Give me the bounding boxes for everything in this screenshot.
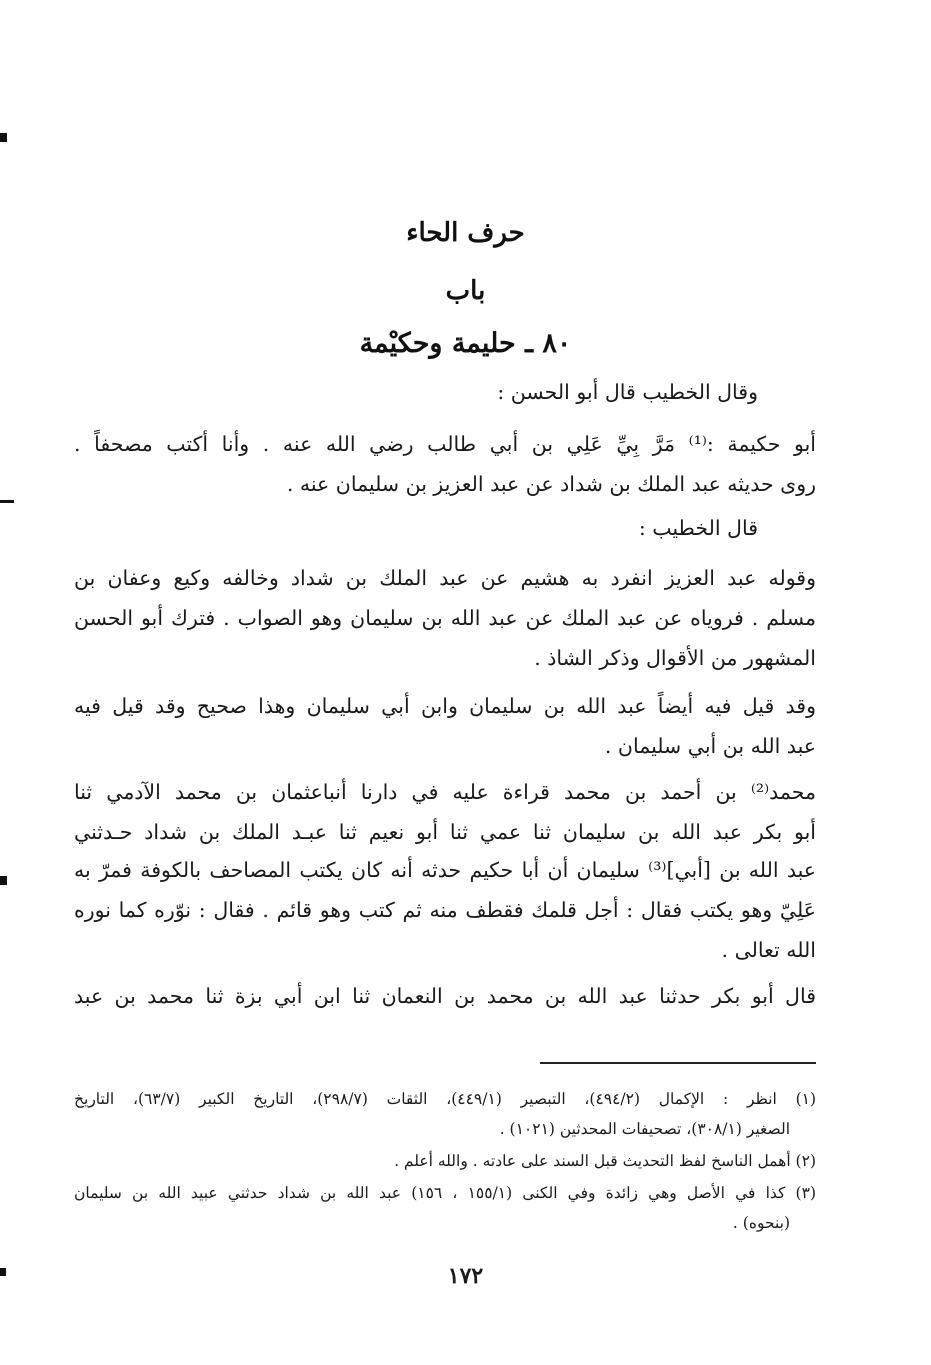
text-line: عَلِيّ وهو يكتب فقال : أجل قلمك فقطف منه ثم كتب وهو قائم . فقال : نوّره كما نوره bbox=[74, 898, 816, 922]
footnote-line: الصغير (٣٠٨/١)، تصحيفات المحدثين (١٠٢١) . bbox=[499, 1120, 790, 1138]
footnotes bbox=[74, 0, 816, 1240]
footnote-line: (٢) أهمل الناسخ لفظ التحديث قبل السند على عادته . والله أعلم . bbox=[394, 1152, 816, 1170]
text-line: محمد⁽²⁾ بن أحمد بن محمد قراءة عليه في دارنا أنباعثمان بن محمد الآدمي ثنا bbox=[74, 780, 816, 804]
entry-heading: ٨٠ ـ حليمة وحكيْمة bbox=[359, 328, 572, 359]
margin-mark bbox=[0, 133, 7, 142]
text-line: أبو حكيمة :⁽¹⁾ مَرَّ بِيِّ عَلِي بن أبي طالب رضي الله عنه . وأنا أكتب مصحفاً . bbox=[74, 432, 816, 456]
letter-heading: حرف الحاء bbox=[406, 218, 525, 248]
text-line: قال أبو بكر حدثنا عبد الله بن محمد بن النعمان ثنا ابن أبي بزة ثنا محمد بن عبد bbox=[74, 984, 816, 1008]
section-heading: باب bbox=[445, 276, 486, 306]
text-line: وقوله عبد العزيز انفرد به هشيم عن عبد الملك بن شداد وخالفه وكيع وعفان بن bbox=[74, 566, 816, 590]
text-line: روى حديثه عبد الملك بن شداد عن عبد العزيز بن سليمان عنه . bbox=[286, 472, 816, 496]
text-line: قال الخطيب : bbox=[638, 516, 758, 540]
margin-mark bbox=[0, 500, 14, 503]
page-number: ١٧٢ bbox=[447, 1263, 484, 1289]
footnote-line: (بنحوه) . bbox=[732, 1214, 790, 1232]
text-line: عبد الله بن أبي سليمان . bbox=[604, 734, 816, 758]
text-line: وقد قيل فيه أيضاً عبد الله بن سليمان وابن أبي سليمان وهذا صحيح وقد قيل فيه bbox=[74, 694, 816, 718]
text-line: وقال الخطيب قال أبو الحسن : bbox=[497, 380, 758, 404]
footnote-line: (٣) كذا في الأصل وهي زائدة وفي الكنى (١٥٥/١ ، ١٥٦) عبد الله بن شداد حدثني عبيد الله بن سليمان bbox=[74, 1184, 816, 1202]
margin-mark bbox=[0, 876, 7, 885]
text-line: مسلم . فروياه عن عبد الملك عن عبد الله بن سليمان وهو الصواب . فترك أبو الحسن bbox=[74, 606, 816, 630]
text-line: المشهور من الأقوال وذكر الشاذ . bbox=[534, 646, 816, 670]
footnote-line: (١) انظر : الإكمال (٤٩٤/٢)، التبصير (٤٤٩/١)، الثقات (٢٩٨/٧)، التاريخ الكبير (٦٣/٧)، التاريخ bbox=[74, 1090, 817, 1108]
text-line: أبو بكر عبد الله بن سليمان ثنا عمي ثنا أبو نعيم ثنا عبـد الملك بن شداد حـدثني bbox=[74, 820, 816, 844]
text-line: الله تعالى . bbox=[721, 938, 816, 962]
text-line: عبد الله بن [أبي]⁽³⁾ سليمان أن أبا حكيم حدثه أنه كان يكتب المصاحف بالكوفة فمرّ به bbox=[74, 858, 816, 882]
